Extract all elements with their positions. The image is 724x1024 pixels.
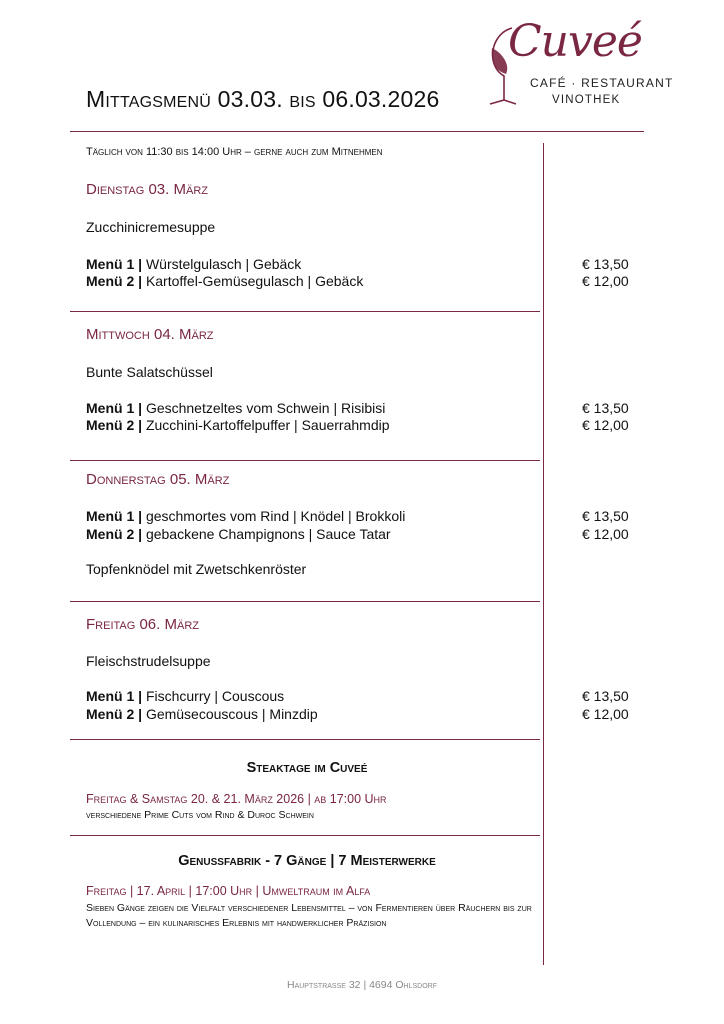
menu-item [86,688,284,704]
menu-price: € 12,00 [582,526,629,542]
price-column-divider [543,143,544,965]
menu-text: Geschnetzeltes vom Schwein | Risibisi [145,400,386,416]
menu-text: Kartoffel-Gemüsegulasch | Gebäck [145,273,364,289]
menu-price: € 13,50 [582,256,629,272]
menu-item [86,706,318,722]
menu-item [86,273,363,289]
menu-text: geschmortes vom Rind | Knödel | Brokkoli [145,508,406,524]
menu-label: Menü 2 | [86,706,143,722]
event-title: Steaktage im Cuveé [246,760,368,776]
section-divider [70,739,540,740]
day-heading: Freitag 06. März [86,616,199,633]
menu-label: Menü 1 | [86,688,143,704]
menu-price: € 13,50 [582,400,629,416]
opening-hours: Täglich von 11:30 bis 14:00 Uhr – gerne auch zum Mitnehmen [86,146,383,158]
event-date: Freitag | 17. April | 17:00 Uhr | Umweltraum im Alfa [86,884,371,898]
menu-item [86,256,301,272]
section-divider [70,835,540,836]
menu-price: € 13,50 [582,508,629,524]
logo-subtitle-2: VINOTHEK [552,94,621,106]
menu-item [86,417,390,433]
logo-wordmark: Cuveé [508,16,642,67]
soup-item: Fleischstrudelsuppe [86,653,211,669]
menu-price: € 12,00 [582,706,629,722]
day-heading: Donnerstag 05. März [86,471,230,488]
logo-subtitle-1: CAFÉ · RESTAURANT [530,76,674,90]
event-description: Sieben Gänge zeigen die Vielfalt verschiedener Lebensmittel – von Fermentieren über Räuchern bis zur Vollendung – ein kulinarisches Erlebnis mit handwerklicher Präzision [86,902,532,929]
menu-item [86,400,385,416]
section-divider [70,460,540,461]
dessert-item: Topfenknödel mit Zwetschkenröster [86,561,307,577]
section-divider [70,311,540,312]
menu-label: Menü 1 | [86,508,143,524]
menu-label: Menü 2 | [86,417,143,433]
section-divider [70,601,540,602]
menu-item [86,526,391,542]
day-heading: Dienstag 03. März [86,181,208,198]
menu-label: Menü 1 | [86,400,143,416]
menu-text: gebackene Champignons | Sauce Tatar [145,526,391,542]
menu-price: € 12,00 [582,273,629,289]
header-divider [70,131,644,132]
menu-item [86,508,405,524]
event-title: Genussfabrik - 7 Gänge | 7 Meisterwerke [178,853,436,869]
menu-price: € 12,00 [582,417,629,433]
menu-text: Zucchini-Kartoffelpuffer | Sauerrahmdip [145,417,390,433]
footer-address: Hauptstraße 32 | 4694 Ohlsdorf [287,979,437,991]
menu-label: Menü 2 | [86,526,143,542]
menu-label: Menü 1 | [86,256,143,272]
page-title: Mittagsmenü 03.03. bis 06.03.2026 [86,86,440,112]
menu-text: Würstelgulasch | Gebäck [145,256,302,272]
menu-text: Fischcurry | Couscous [145,688,285,704]
menu-label: Menü 2 | [86,273,143,289]
menu-text: Gemüsecouscous | Minzdip [145,706,318,722]
menu-price: € 13,50 [582,688,629,704]
soup-item: Zucchinicremesuppe [86,219,216,235]
event-date: Freitag & Samstag 20. & 21. März 2026 | ab 17:00 Uhr [86,792,387,806]
event-description: verschiedene Prime Cuts vom Rind & Duroc Schwein [86,809,314,821]
soup-item: Bunte Salatschüssel [86,364,213,380]
day-heading: Mittwoch 04. März [86,326,214,343]
logo [482,14,674,114]
